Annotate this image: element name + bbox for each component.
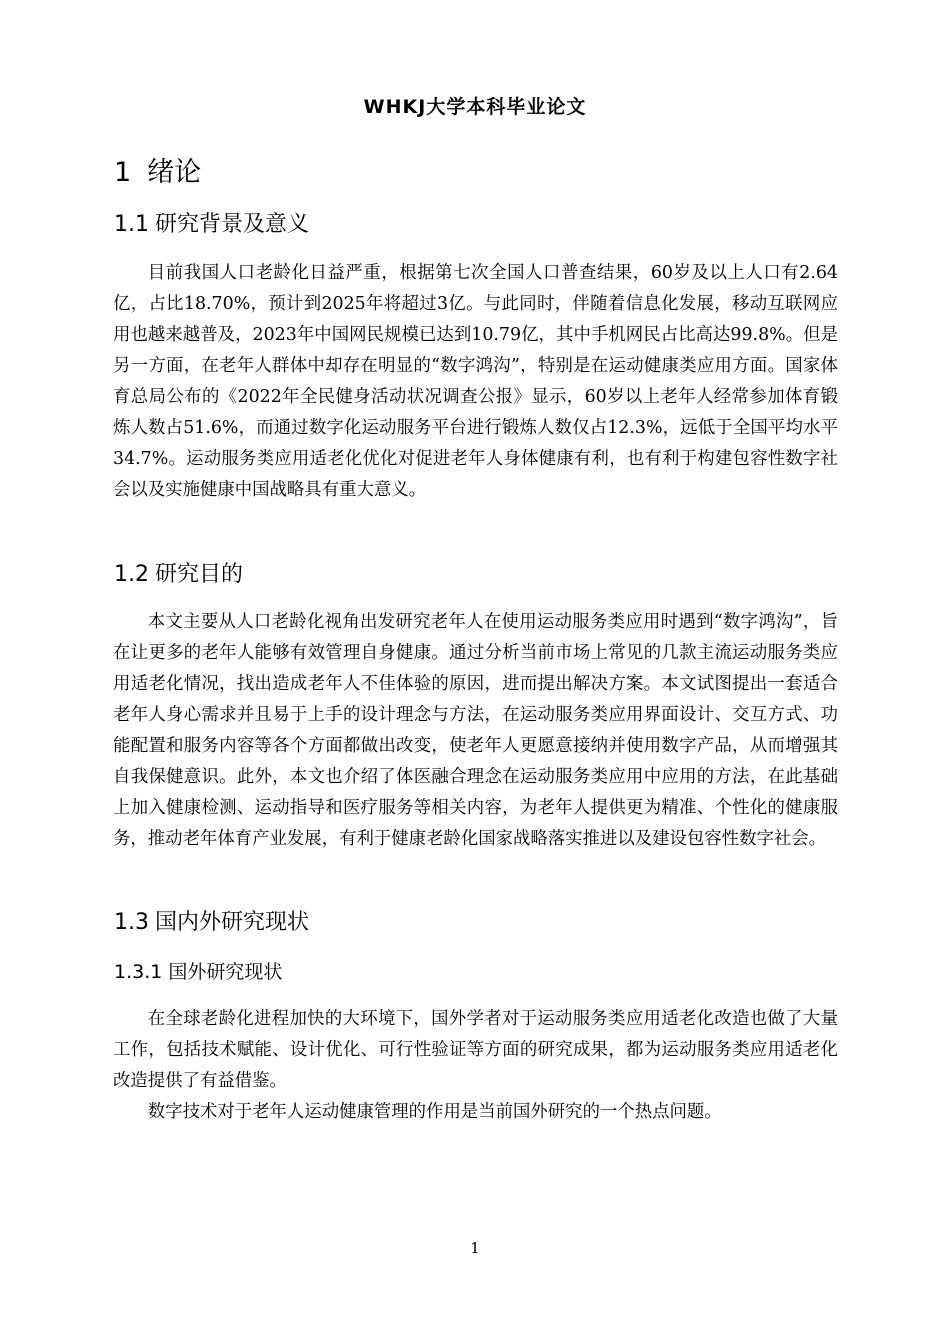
section-heading-1-1 <box>114 210 309 240</box>
section-number: 1.3 <box>114 910 149 935</box>
paragraph-research-purpose: 本文主要从人口老龄化视角出发研究老年人在使用运动服务类应用时遇到“数字鸿沟”，旨在让更多的老年人能够有效管理自身健康。通过分析当前市场上常见的几款主流运动服务类应用适老化情况，找出造成老年人不佳体验的原因，进而提出解决方案。本文试图提出一套适合老年人身心需求并且易于上手的设计理念与方法，在运动服务类应用界面设计、交互方式、功能配置和服务内容等各个方面都做出改变，使老年人更愿意接纳并使用数字产品，从而增强其自我保健意识。此外，本文也介绍了体医融合理念在运动服务类应用中应用的方法，在此基础上加入健康检测、运动指导和医疗服务等相关内容，为老年人提供更为精准、个性化的健康服务，推动老年体育产业发展，有利于健康老龄化国家战略落实推进以及建设包容性数字社会。 <box>113 612 838 849</box>
subsection-heading-1-3-1 <box>114 958 282 986</box>
chapter-title: 绪论 <box>147 157 202 188</box>
section-number: 1.1 <box>114 212 149 237</box>
section-title: 国内外研究现状 <box>155 910 310 935</box>
page-number: 1 <box>470 1239 480 1257</box>
paragraph-foreign-research: 在全球老龄化进程加快的大环境下，国外学者对于运动服务类应用适老化改造也做了大量工作，包括技术赋能、设计优化、可行性验证等方面的研究成果，都为运动服务类应用适老化改造提供了有益借鉴。 <box>113 1009 838 1091</box>
paragraph-research-background: 目前我国人口老龄化日益严重，根据第七次全国人口普查结果，60岁及以上人口有2.64亿，占比18.70%，预计到2025年将超过3亿。与此同时，伴随着信息化发展，移动互联网应用也越来越普及，2023年中国网民规模已达到10.79亿，其中手机网民占比高达99.8%。但是另一方面，在老年人群体中却存在明显的“数字鸿沟”，特别是在运动健康类应用方面。国家体育总局公布的《2022年全民健身活动状况调查公报》显示，60岁以上老年人经常参加体育锻炼人数占51.6%，而通过数字化运动服务平台进行锻炼人数仅占12.3%，远低于全国平均水平34.7%。运动服务类应用适老化优化对促进老年人身体健康有利，也有利于构建包容性数字社会以及实施健康中国战略具有重大意义。 <box>113 263 838 500</box>
section-number: 1.2 <box>114 562 149 587</box>
section-title: 研究背景及意义 <box>155 212 310 237</box>
paragraph-digital-technology: 数字技术对于老年人运动健康管理的作用是当前国外研究的一个热点问题。 <box>147 1102 722 1122</box>
running-header: WHKJ大学本科毕业论文 <box>363 96 587 118</box>
section-title: 研究目的 <box>155 562 244 587</box>
chapter-heading <box>114 153 201 193</box>
chapter-number: 1 <box>114 157 132 188</box>
section-heading-1-3 <box>114 908 309 938</box>
subsection-title: 国外研究现状 <box>168 961 283 983</box>
section-heading-1-2 <box>114 560 243 590</box>
subsection-number: 1.3.1 <box>114 961 163 983</box>
